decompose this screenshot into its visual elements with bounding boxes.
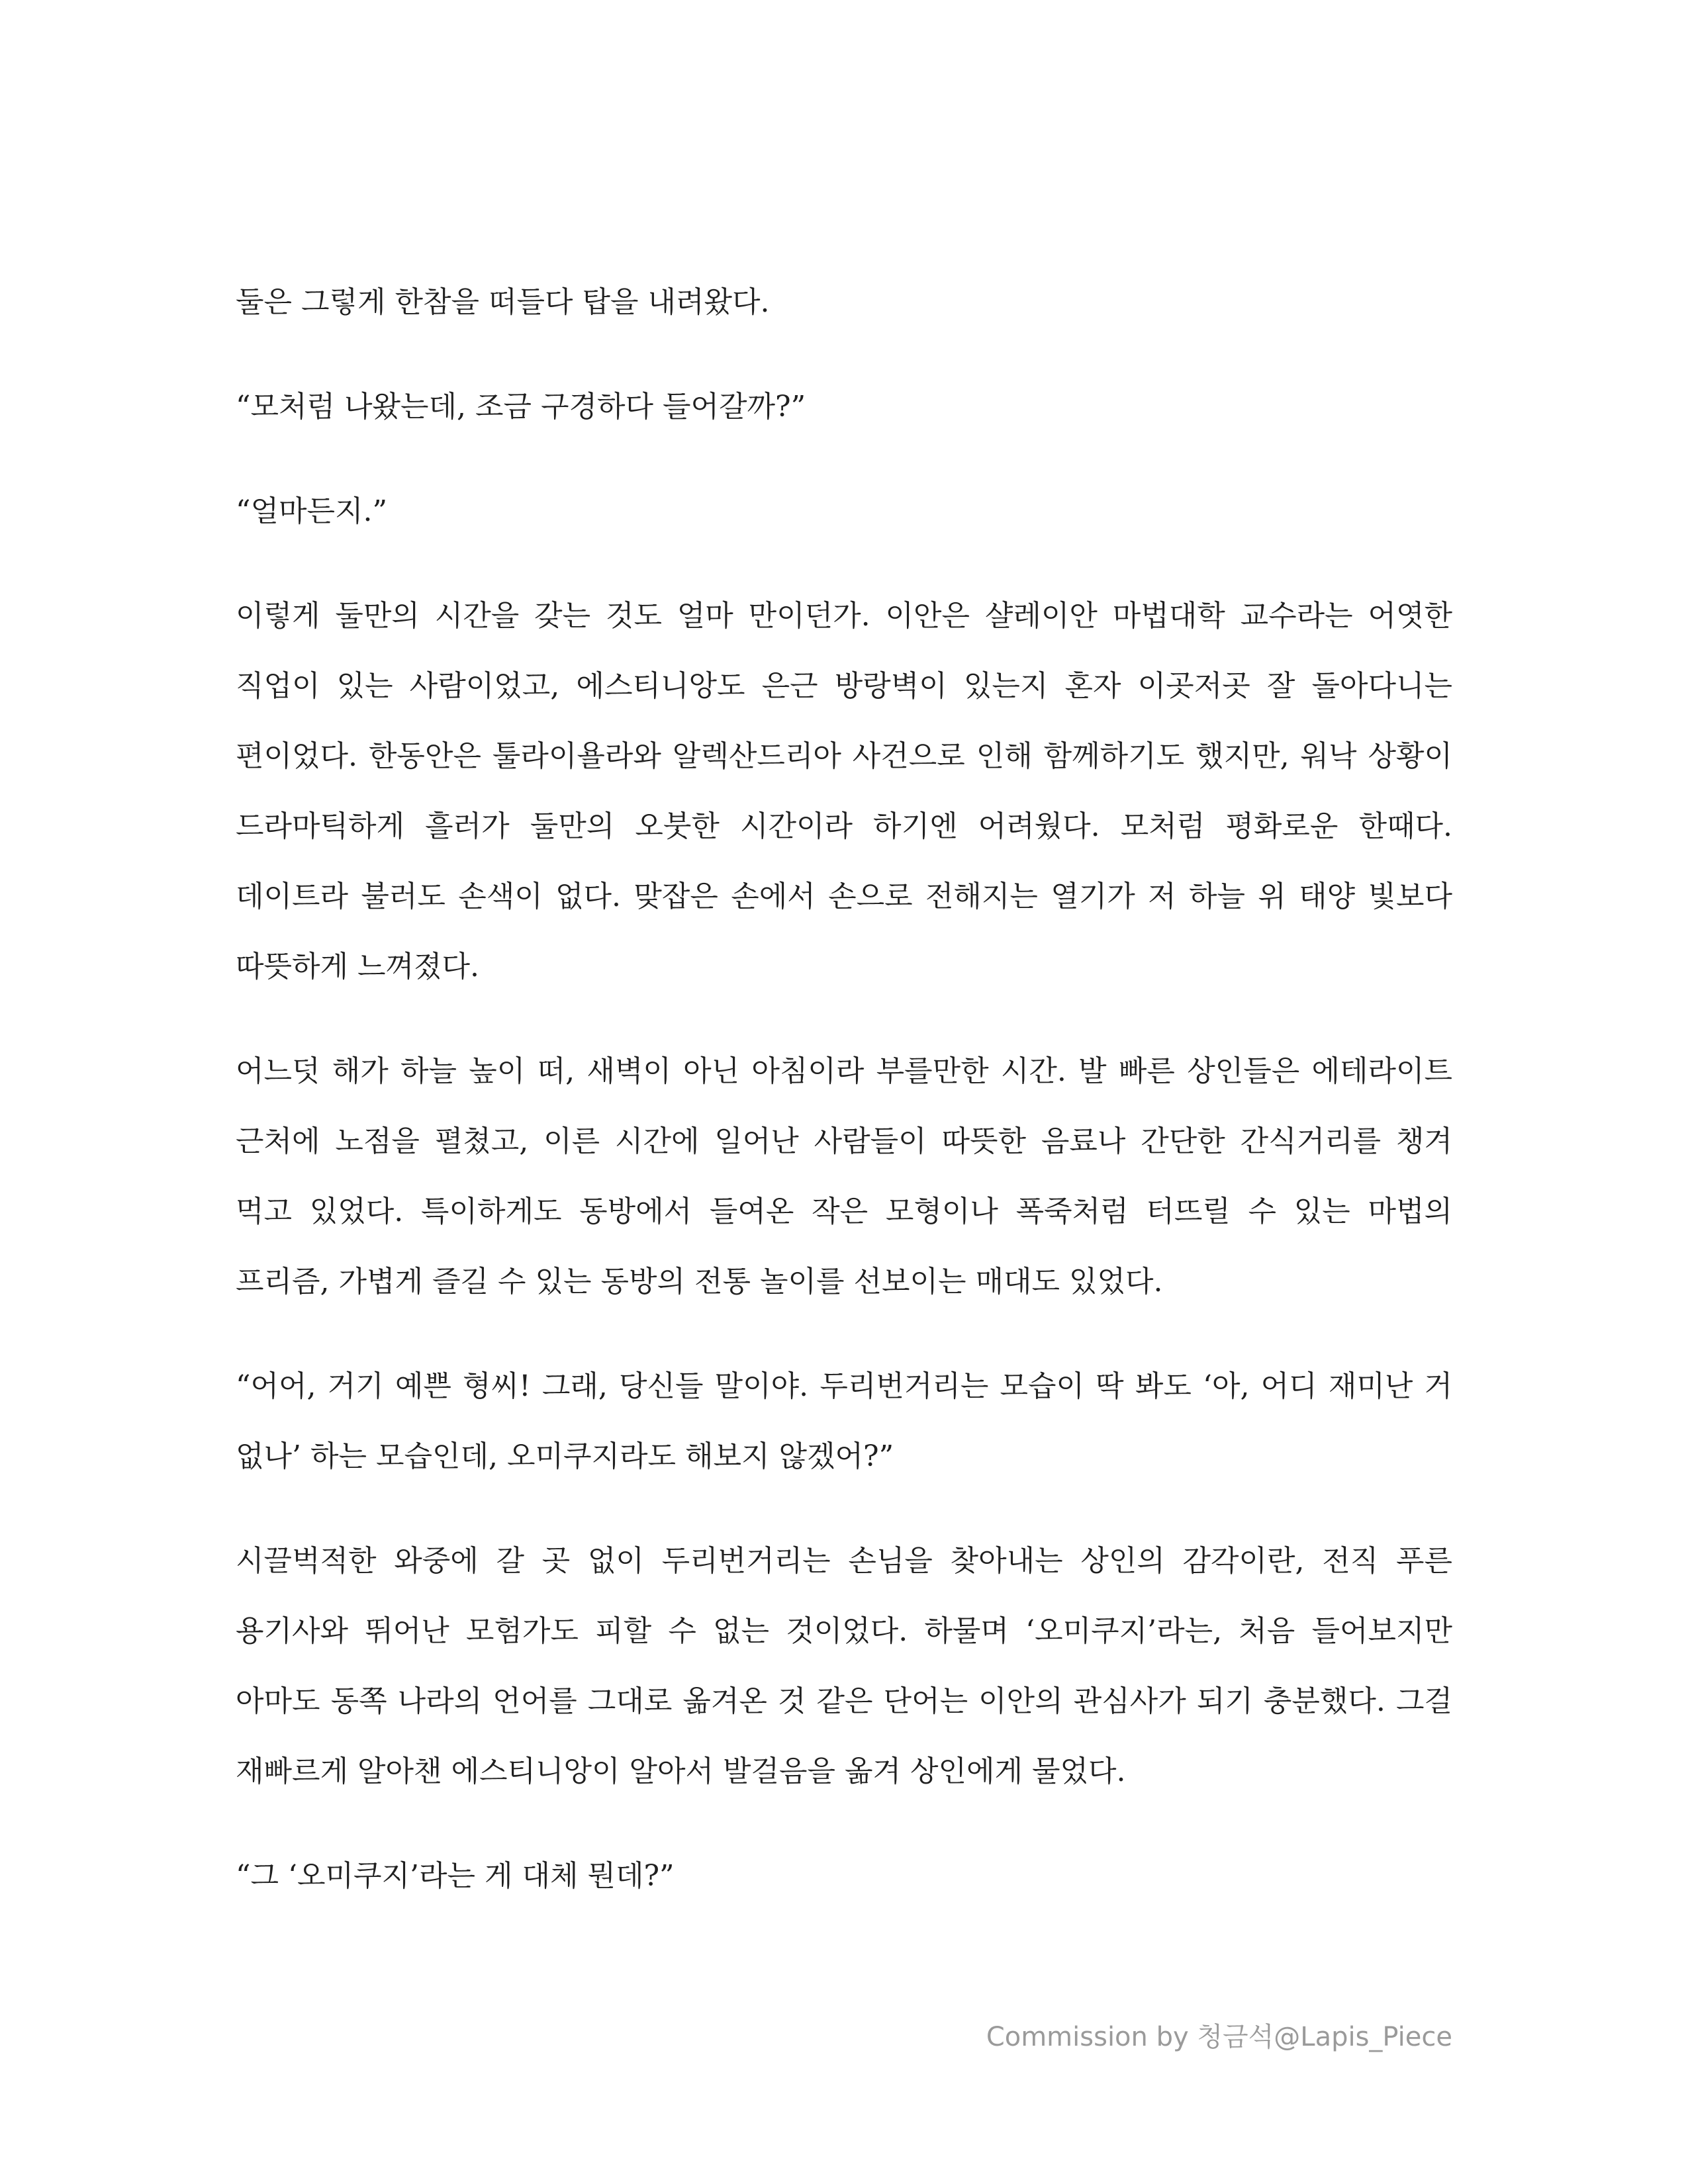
paragraph-3: “얼마든지.” [236,494,387,528]
paragraph-1: 둘은 그렇게 한참을 떠들다 탑을 내려왔다. [236,285,770,319]
paragraph-8: “그 ‘오미쿠지’라는 게 대체 뭔데?” [236,1859,675,1893]
paragraph-7: 시끌벅적한 와중에 갈 곳 없이 두리번거리는 손님을 찾아내는 상인의 감각이란, 전직 푸른 용기사와 뛰어난 모험가도 피할 수 없는 것이었다. 하물며 ‘오미쿠지’라는, 처음 들어보지만 아마도 동쪽 나라의 언어를 그대로 옮겨온 것 같은 단어는 이안의 관심사가 되기 충분했다. 그걸 재빠르게 알아챈 에스티니앙이 알아서 발걸음을 옮겨 상인에게 물었다. [236,1544,1452,1788]
commission-credit: Commission by 청금석@Lapis_Piece [986,2022,1452,2052]
paragraph-5: 어느덧 해가 하늘 높이 떠, 새벽이 아닌 아침이라 부를만한 시간. 발 빠른 상인들은 에테라이트 근처에 노점을 펼쳤고, 이른 시간에 일어난 사람들이 따뜻한 음료나 간단한 간식거리를 챙겨 먹고 있었다. 특이하게도 동방에서 들여온 작은 모형이나 폭죽처럼 터뜨릴 수 있는 마법의 프리즘, 가볍게 즐길 수 있는 동방의 전통 놀이를 선보이는 매대도 있었다. [236,1054,1452,1298]
paragraph-2: “모처럼 나왔는데, 조금 구경하다 들어갈까?” [236,390,806,424]
paragraph-6: “어어, 거기 예쁜 형씨! 그래, 당신들 말이야. 두리번거리는 모습이 딱 봐도 ‘아, 어디 재미난 거 없나’ 하는 모습인데, 오미쿠지라도 해보지 않겠어?” [236,1369,1452,1473]
story-text [236,267,1452,1946]
paragraph-4: 이렇게 둘만의 시간을 갖는 것도 얼마 만이던가. 이안은 샬레이안 마법대학 교수라는 어엿한 직업이 있는 사람이었고, 에스티니앙도 은근 방랑벽이 있는지 혼자 이곳저곳 잘 돌아다니는 편이었다. 한동안은 툴라이욜라와 알렉산드리아 사건으로 인해 함께하기도 했지만, 워낙 상황이 드라마틱하게 흘러가 둘만의 오붓한 시간이라 하기엔 어려웠다. 모처럼 평화로운 한때다. 데이트라 불러도 손색이 없다. 맞잡은 손에서 손으로 전해지는 열기가 저 하늘 위 태양 빛보다 따뜻하게 느껴졌다. [236,599,1452,983]
